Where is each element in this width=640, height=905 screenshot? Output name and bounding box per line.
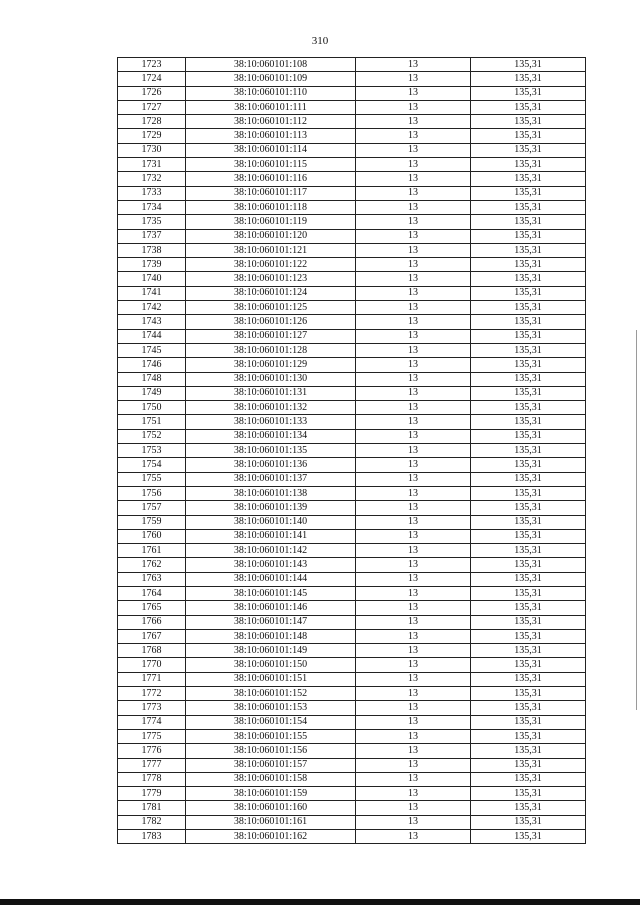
quantity-cell: 13 xyxy=(356,129,471,143)
table-row xyxy=(118,801,586,815)
table-row xyxy=(118,629,586,643)
quantity-cell: 13 xyxy=(356,644,471,658)
value-cell: 135,31 xyxy=(471,429,586,443)
row-number-cell: 1764 xyxy=(118,586,186,600)
quantity-cell: 13 xyxy=(356,315,471,329)
quantity-cell: 13 xyxy=(356,429,471,443)
cadastral-number-cell: 38:10:060101:148 xyxy=(186,629,356,643)
table-row xyxy=(118,329,586,343)
quantity-cell: 13 xyxy=(356,529,471,543)
cadastral-number-cell: 38:10:060101:130 xyxy=(186,372,356,386)
quantity-cell: 13 xyxy=(356,115,471,129)
table-row xyxy=(118,343,586,357)
cadastral-number-cell: 38:10:060101:131 xyxy=(186,386,356,400)
quantity-cell: 13 xyxy=(356,486,471,500)
cadastral-number-cell: 38:10:060101:138 xyxy=(186,486,356,500)
value-cell: 135,31 xyxy=(471,315,586,329)
value-cell: 135,31 xyxy=(471,544,586,558)
row-number-cell: 1759 xyxy=(118,515,186,529)
cadastral-number-cell: 38:10:060101:147 xyxy=(186,615,356,629)
row-number-cell: 1760 xyxy=(118,529,186,543)
quantity-cell: 13 xyxy=(356,586,471,600)
quantity-cell: 13 xyxy=(356,158,471,172)
value-cell: 135,31 xyxy=(471,272,586,286)
table-row xyxy=(118,701,586,715)
quantity-cell: 13 xyxy=(356,386,471,400)
row-number-cell: 1724 xyxy=(118,72,186,86)
cadastral-number-cell: 38:10:060101:157 xyxy=(186,758,356,772)
table-row xyxy=(118,672,586,686)
cadastral-number-cell: 38:10:060101:136 xyxy=(186,458,356,472)
row-number-cell: 1743 xyxy=(118,315,186,329)
table-row xyxy=(118,286,586,300)
quantity-cell: 13 xyxy=(356,658,471,672)
value-cell: 135,31 xyxy=(471,529,586,543)
cadastral-number-cell: 38:10:060101:139 xyxy=(186,501,356,515)
row-number-cell: 1768 xyxy=(118,644,186,658)
cadastral-number-cell: 38:10:060101:123 xyxy=(186,272,356,286)
value-cell: 135,31 xyxy=(471,830,586,844)
row-number-cell: 1767 xyxy=(118,629,186,643)
cadastral-number-cell: 38:10:060101:114 xyxy=(186,143,356,157)
scan-bottom-edge xyxy=(0,899,640,905)
quantity-cell: 13 xyxy=(356,86,471,100)
value-cell: 135,31 xyxy=(471,258,586,272)
quantity-cell: 13 xyxy=(356,358,471,372)
table-row xyxy=(118,186,586,200)
row-number-cell: 1749 xyxy=(118,386,186,400)
row-number-cell: 1730 xyxy=(118,143,186,157)
quantity-cell: 13 xyxy=(356,458,471,472)
table-row xyxy=(118,787,586,801)
parcel-table xyxy=(117,57,586,844)
quantity-cell: 13 xyxy=(356,415,471,429)
table-row xyxy=(118,687,586,701)
cadastral-number-cell: 38:10:060101:158 xyxy=(186,772,356,786)
cadastral-number-cell: 38:10:060101:120 xyxy=(186,229,356,243)
table-row xyxy=(118,715,586,729)
quantity-cell: 13 xyxy=(356,372,471,386)
value-cell: 135,31 xyxy=(471,701,586,715)
row-number-cell: 1726 xyxy=(118,86,186,100)
value-cell: 135,31 xyxy=(471,329,586,343)
cadastral-number-cell: 38:10:060101:149 xyxy=(186,644,356,658)
table-row xyxy=(118,229,586,243)
cadastral-number-cell: 38:10:060101:108 xyxy=(186,58,356,72)
value-cell: 135,31 xyxy=(471,444,586,458)
table-row xyxy=(118,158,586,172)
cadastral-number-cell: 38:10:060101:146 xyxy=(186,601,356,615)
row-number-cell: 1731 xyxy=(118,158,186,172)
cadastral-number-cell: 38:10:060101:155 xyxy=(186,729,356,743)
value-cell: 135,31 xyxy=(471,601,586,615)
value-cell: 135,31 xyxy=(471,515,586,529)
quantity-cell: 13 xyxy=(356,601,471,615)
quantity-cell: 13 xyxy=(356,572,471,586)
table-row xyxy=(118,386,586,400)
table-row xyxy=(118,258,586,272)
value-cell: 135,31 xyxy=(471,158,586,172)
table-row xyxy=(118,601,586,615)
table-row xyxy=(118,129,586,143)
table-row xyxy=(118,744,586,758)
cadastral-number-cell: 38:10:060101:154 xyxy=(186,715,356,729)
quantity-cell: 13 xyxy=(356,258,471,272)
cadastral-number-cell: 38:10:060101:133 xyxy=(186,415,356,429)
cadastral-number-cell: 38:10:060101:117 xyxy=(186,186,356,200)
row-number-cell: 1741 xyxy=(118,286,186,300)
row-number-cell: 1737 xyxy=(118,229,186,243)
row-number-cell: 1745 xyxy=(118,343,186,357)
table-row xyxy=(118,644,586,658)
table-row xyxy=(118,86,586,100)
page-number: 310 xyxy=(311,35,329,47)
cadastral-number-cell: 38:10:060101:159 xyxy=(186,787,356,801)
row-number-cell: 1750 xyxy=(118,401,186,415)
value-cell: 135,31 xyxy=(471,358,586,372)
value-cell: 135,31 xyxy=(471,415,586,429)
quantity-cell: 13 xyxy=(356,801,471,815)
cadastral-number-cell: 38:10:060101:115 xyxy=(186,158,356,172)
row-number-cell: 1765 xyxy=(118,601,186,615)
table-row xyxy=(118,515,586,529)
table-row xyxy=(118,215,586,229)
cadastral-number-cell: 38:10:060101:118 xyxy=(186,200,356,214)
table-row xyxy=(118,143,586,157)
row-number-cell: 1728 xyxy=(118,115,186,129)
value-cell: 135,31 xyxy=(471,286,586,300)
cadastral-number-cell: 38:10:060101:113 xyxy=(186,129,356,143)
quantity-cell: 13 xyxy=(356,515,471,529)
table-row xyxy=(118,615,586,629)
cadastral-number-cell: 38:10:060101:112 xyxy=(186,115,356,129)
table-row xyxy=(118,200,586,214)
value-cell: 135,31 xyxy=(471,72,586,86)
row-number-cell: 1751 xyxy=(118,415,186,429)
quantity-cell: 13 xyxy=(356,729,471,743)
table-row xyxy=(118,586,586,600)
row-number-cell: 1755 xyxy=(118,472,186,486)
cadastral-number-cell: 38:10:060101:143 xyxy=(186,558,356,572)
value-cell: 135,31 xyxy=(471,615,586,629)
value-cell: 135,31 xyxy=(471,100,586,114)
value-cell: 135,31 xyxy=(471,58,586,72)
cadastral-number-cell: 38:10:060101:121 xyxy=(186,243,356,257)
quantity-cell: 13 xyxy=(356,286,471,300)
row-number-cell: 1763 xyxy=(118,572,186,586)
cadastral-number-cell: 38:10:060101:144 xyxy=(186,572,356,586)
cadastral-number-cell: 38:10:060101:153 xyxy=(186,701,356,715)
row-number-cell: 1770 xyxy=(118,658,186,672)
value-cell: 135,31 xyxy=(471,386,586,400)
table-row xyxy=(118,729,586,743)
row-number-cell: 1740 xyxy=(118,272,186,286)
cadastral-number-cell: 38:10:060101:151 xyxy=(186,672,356,686)
quantity-cell: 13 xyxy=(356,401,471,415)
quantity-cell: 13 xyxy=(356,58,471,72)
table-row xyxy=(118,544,586,558)
table-row xyxy=(118,315,586,329)
quantity-cell: 13 xyxy=(356,72,471,86)
value-cell: 135,31 xyxy=(471,215,586,229)
value-cell: 135,31 xyxy=(471,672,586,686)
table-row xyxy=(118,830,586,844)
quantity-cell: 13 xyxy=(356,772,471,786)
value-cell: 135,31 xyxy=(471,129,586,143)
quantity-cell: 13 xyxy=(356,472,471,486)
value-cell: 135,31 xyxy=(471,815,586,829)
cadastral-number-cell: 38:10:060101:137 xyxy=(186,472,356,486)
quantity-cell: 13 xyxy=(356,558,471,572)
value-cell: 135,31 xyxy=(471,172,586,186)
quantity-cell: 13 xyxy=(356,243,471,257)
row-number-cell: 1748 xyxy=(118,372,186,386)
row-number-cell: 1777 xyxy=(118,758,186,772)
cadastral-number-cell: 38:10:060101:142 xyxy=(186,544,356,558)
value-cell: 135,31 xyxy=(471,472,586,486)
row-number-cell: 1774 xyxy=(118,715,186,729)
cadastral-number-cell: 38:10:060101:129 xyxy=(186,358,356,372)
quantity-cell: 13 xyxy=(356,815,471,829)
value-cell: 135,31 xyxy=(471,401,586,415)
row-number-cell: 1742 xyxy=(118,301,186,315)
value-cell: 135,31 xyxy=(471,729,586,743)
cadastral-number-cell: 38:10:060101:127 xyxy=(186,329,356,343)
cadastral-number-cell: 38:10:060101:109 xyxy=(186,72,356,86)
row-number-cell: 1779 xyxy=(118,787,186,801)
row-number-cell: 1761 xyxy=(118,544,186,558)
cadastral-number-cell: 38:10:060101:140 xyxy=(186,515,356,529)
quantity-cell: 13 xyxy=(356,343,471,357)
table-row xyxy=(118,444,586,458)
quantity-cell: 13 xyxy=(356,444,471,458)
table-row xyxy=(118,100,586,114)
cadastral-number-cell: 38:10:060101:122 xyxy=(186,258,356,272)
row-number-cell: 1781 xyxy=(118,801,186,815)
quantity-cell: 13 xyxy=(356,229,471,243)
row-number-cell: 1752 xyxy=(118,429,186,443)
row-number-cell: 1744 xyxy=(118,329,186,343)
cadastral-number-cell: 38:10:060101:141 xyxy=(186,529,356,543)
row-number-cell: 1756 xyxy=(118,486,186,500)
quantity-cell: 13 xyxy=(356,501,471,515)
cadastral-number-cell: 38:10:060101:161 xyxy=(186,815,356,829)
row-number-cell: 1778 xyxy=(118,772,186,786)
value-cell: 135,31 xyxy=(471,143,586,157)
cadastral-number-cell: 38:10:060101:156 xyxy=(186,744,356,758)
cadastral-number-cell: 38:10:060101:111 xyxy=(186,100,356,114)
value-cell: 135,31 xyxy=(471,715,586,729)
row-number-cell: 1733 xyxy=(118,186,186,200)
quantity-cell: 13 xyxy=(356,544,471,558)
table-row xyxy=(118,58,586,72)
quantity-cell: 13 xyxy=(356,787,471,801)
table-row xyxy=(118,772,586,786)
row-number-cell: 1754 xyxy=(118,458,186,472)
cadastral-number-cell: 38:10:060101:119 xyxy=(186,215,356,229)
table-row xyxy=(118,658,586,672)
quantity-cell: 13 xyxy=(356,758,471,772)
value-cell: 135,31 xyxy=(471,186,586,200)
quantity-cell: 13 xyxy=(356,744,471,758)
quantity-cell: 13 xyxy=(356,687,471,701)
value-cell: 135,31 xyxy=(471,86,586,100)
table-row xyxy=(118,429,586,443)
quantity-cell: 13 xyxy=(356,215,471,229)
value-cell: 135,31 xyxy=(471,458,586,472)
quantity-cell: 13 xyxy=(356,629,471,643)
table-row xyxy=(118,486,586,500)
quantity-cell: 13 xyxy=(356,615,471,629)
table-row xyxy=(118,301,586,315)
value-cell: 135,31 xyxy=(471,758,586,772)
value-cell: 135,31 xyxy=(471,486,586,500)
cadastral-number-cell: 38:10:060101:132 xyxy=(186,401,356,415)
cadastral-number-cell: 38:10:060101:160 xyxy=(186,801,356,815)
table-row xyxy=(118,529,586,543)
table-row xyxy=(118,358,586,372)
value-cell: 135,31 xyxy=(471,501,586,515)
value-cell: 135,31 xyxy=(471,644,586,658)
value-cell: 135,31 xyxy=(471,200,586,214)
quantity-cell: 13 xyxy=(356,272,471,286)
table-row xyxy=(118,243,586,257)
value-cell: 135,31 xyxy=(471,301,586,315)
table-row xyxy=(118,472,586,486)
table-row xyxy=(118,415,586,429)
cadastral-number-cell: 38:10:060101:152 xyxy=(186,687,356,701)
table-row xyxy=(118,558,586,572)
parcel-table-body xyxy=(118,58,586,844)
row-number-cell: 1782 xyxy=(118,815,186,829)
row-number-cell: 1739 xyxy=(118,258,186,272)
value-cell: 135,31 xyxy=(471,744,586,758)
value-cell: 135,31 xyxy=(471,558,586,572)
cadastral-number-cell: 38:10:060101:134 xyxy=(186,429,356,443)
value-cell: 135,31 xyxy=(471,243,586,257)
table-row xyxy=(118,501,586,515)
value-cell: 135,31 xyxy=(471,572,586,586)
quantity-cell: 13 xyxy=(356,830,471,844)
row-number-cell: 1757 xyxy=(118,501,186,515)
quantity-cell: 13 xyxy=(356,301,471,315)
cadastral-number-cell: 38:10:060101:124 xyxy=(186,286,356,300)
quantity-cell: 13 xyxy=(356,672,471,686)
row-number-cell: 1762 xyxy=(118,558,186,572)
cadastral-number-cell: 38:10:060101:126 xyxy=(186,315,356,329)
row-number-cell: 1734 xyxy=(118,200,186,214)
row-number-cell: 1783 xyxy=(118,830,186,844)
value-cell: 135,31 xyxy=(471,343,586,357)
row-number-cell: 1771 xyxy=(118,672,186,686)
table-row xyxy=(118,372,586,386)
row-number-cell: 1773 xyxy=(118,701,186,715)
parcel-table-wrap xyxy=(117,57,585,844)
table-row xyxy=(118,572,586,586)
value-cell: 135,31 xyxy=(471,229,586,243)
cadastral-number-cell: 38:10:060101:125 xyxy=(186,301,356,315)
row-number-cell: 1735 xyxy=(118,215,186,229)
table-row xyxy=(118,272,586,286)
row-number-cell: 1727 xyxy=(118,100,186,114)
row-number-cell: 1738 xyxy=(118,243,186,257)
cadastral-number-cell: 38:10:060101:116 xyxy=(186,172,356,186)
cadastral-number-cell: 38:10:060101:145 xyxy=(186,586,356,600)
table-row xyxy=(118,758,586,772)
cadastral-number-cell: 38:10:060101:135 xyxy=(186,444,356,458)
value-cell: 135,31 xyxy=(471,658,586,672)
row-number-cell: 1776 xyxy=(118,744,186,758)
cadastral-number-cell: 38:10:060101:162 xyxy=(186,830,356,844)
quantity-cell: 13 xyxy=(356,200,471,214)
value-cell: 135,31 xyxy=(471,372,586,386)
row-number-cell: 1729 xyxy=(118,129,186,143)
value-cell: 135,31 xyxy=(471,772,586,786)
quantity-cell: 13 xyxy=(356,701,471,715)
cadastral-number-cell: 38:10:060101:150 xyxy=(186,658,356,672)
value-cell: 135,31 xyxy=(471,687,586,701)
row-number-cell: 1766 xyxy=(118,615,186,629)
quantity-cell: 13 xyxy=(356,172,471,186)
quantity-cell: 13 xyxy=(356,329,471,343)
table-row xyxy=(118,458,586,472)
row-number-cell: 1753 xyxy=(118,444,186,458)
table-row xyxy=(118,815,586,829)
quantity-cell: 13 xyxy=(356,186,471,200)
row-number-cell: 1732 xyxy=(118,172,186,186)
table-row xyxy=(118,172,586,186)
quantity-cell: 13 xyxy=(356,143,471,157)
row-number-cell: 1746 xyxy=(118,358,186,372)
scan-edge-line xyxy=(636,330,637,710)
row-number-cell: 1775 xyxy=(118,729,186,743)
table-row xyxy=(118,401,586,415)
quantity-cell: 13 xyxy=(356,100,471,114)
table-row xyxy=(118,72,586,86)
row-number-cell: 1772 xyxy=(118,687,186,701)
cadastral-number-cell: 38:10:060101:110 xyxy=(186,86,356,100)
quantity-cell: 13 xyxy=(356,715,471,729)
value-cell: 135,31 xyxy=(471,115,586,129)
value-cell: 135,31 xyxy=(471,801,586,815)
cadastral-number-cell: 38:10:060101:128 xyxy=(186,343,356,357)
value-cell: 135,31 xyxy=(471,787,586,801)
table-row xyxy=(118,115,586,129)
row-number-cell: 1723 xyxy=(118,58,186,72)
value-cell: 135,31 xyxy=(471,629,586,643)
value-cell: 135,31 xyxy=(471,586,586,600)
